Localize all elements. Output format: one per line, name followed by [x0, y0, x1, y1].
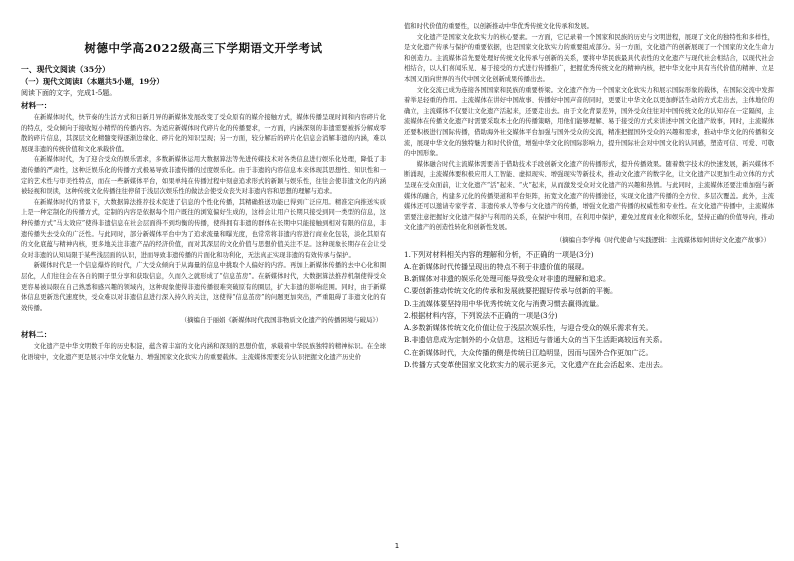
reading-instruction: 阅读下面的文字，完成1-5题。: [21, 89, 117, 97]
question-2-option-a: A.多数新媒体传统文化价值让位于浅层次娱乐性，与迎合受众的娱乐需求有关。: [404, 323, 653, 333]
question-1-option-a: A.在新媒体时代传播呈现出的特点不利于非遗价值的展现。: [404, 262, 589, 272]
material1-label: 材料一：: [21, 101, 52, 110]
page-number: 1: [394, 542, 400, 550]
subsection-heading: （一）现代文阅读Ⅰ（本题共5小题，19分）: [21, 77, 164, 86]
question-1-option-c: C.要创新推动传统文化的传承和发展就要把握好传承与创新的平衡。: [404, 286, 618, 296]
material1-source: （摘编自于丽娟《新媒体时代我国非物质文化遗产的传播困境与破局》）: [180, 316, 382, 325]
material2-source: （摘编自李学梅《时代使命与实践逻辑：主流媒体如何讲好文化遗产故事》）: [555, 235, 770, 244]
question-1: 1.下列对材料相关内容的理解和分析，不正确的一项是(3分): [404, 249, 594, 259]
material1-paragraph: 新媒体时代是一个信息爆炸的时代，广大受众倾向于从海量的信息中挑取个人偏好的内容。再加上新媒体传播的去中心化和圈层化，人们往往会在各自的圈子里分享和获取信息，久而久之就形成了“信息茧房”。在新媒体时代，大数据算法推荐机制使得受众更容易被局限在自己熟悉和感兴趣的领域内，这种现象使得非遗传播很难突破原有的圈层，扩大非遗的影响范围。同时，由于新媒体信息更新迭代速度快，受众难以对非遗信息进行深入持久的关注，这使得“信息茧房”的问题更加突出，严重阻碍了非遗文化的有效传播。: [21, 262, 386, 312]
question-2: 2.根据材料内容，下列说法不正确的一项是(3分): [404, 310, 558, 320]
right-column: [404, 0, 774, 561]
material2-continuation: 值和时代价值的重要性，以创新推动中华优秀传统文化传承和发展。: [404, 23, 593, 30]
material1-paragraph: 在新媒体时代，为了迎合受众的娱乐需求，多数新媒体运用大数据算法等先进传媒技术对各类信息进行娱乐化处理，降低了非遗传播的严肃性，这种泛娱乐化的传播方式极易导致非遗传播的过度娱乐化。由于非遗的内容信息本来体现其思想性、知识性和一定的艺术性与审美性特点，而在一些新媒体平台，如果单纯在传播过程中刻意追求形式的新颖与娱乐性，往往会使非遗文化的内涵被轻视和误读，这种传统文化传播往往停留于浅层次娱乐性的做法会使受众丧失对非遗内容和思想的理解与追求。: [21, 156, 386, 196]
question-2-option-b: B.非遗信息成为定制外的小众信息，这相近与普通大众的当下生活距离较远有关系。: [404, 335, 667, 345]
material1-paragraph: 在新媒体时代的背景下，大数据算法推荐技术促进了信息的个性化传播，其精确推送功能已得到广泛应用。精准定向推送实质上是一种定制化的传播方式，定制的内容是依据每个用户既往的浏览偏好生成的，这样会让用户长期只接受到同一类型的信息，这种传播方式“马太效应”使得非遗信息在社会层面得不到均衡的传播，使得拥有非遗的群体在长期中只能接触到相对有限的信息，非遗传播失去受众的广泛性。与此同时，部分新媒体平台中为了追求流量和曝光度，也常常将非遗内容进行商业化包装，淡化其原有的文化底蕴与精神内核，更多地关注非遗产品的经济价值，而对其深层的文化价值与思想价值关注不足。这种现象长期存在会让受众对非遗的认知局限于某些浅层面的认识，进而导致非遗传播的片面化和功利化，无法真正实现非遗的有效传承与保护。: [21, 198, 386, 259]
exam-title: 树德中学高2022级高三下学期语文开学考试: [84, 41, 323, 55]
material2-label: 材料二：: [21, 330, 52, 340]
question-1-option-d: D.主流媒体要坚持用中华优秀传统文化与消费习惯去赢得流量。: [404, 298, 604, 308]
material2-paragraph: 文化交流已成为连接各国国家和民族的重要桥梁。文化遗产作为一个国家文化软实力和展示国际形象的载体，在国际交流中发挥着举足轻重的作用。主流媒体在讲好中国故事、传播好中国声音的同时，更要让中华文化以更加鲜活生动的方式走出去，主体地位的确立，主流媒体不仅要让文化遗产活起来，还要走出去。由于文化背景差异，国外受众往往对中国传统文化的认知存在一定隔阂，主流媒体在传播文化遗产时需要采取本土化的传播策略，用他们能够理解、易于接受的方式来讲述中国文化遗产故事，同时，主流媒体还要积极进行国际传播，借助海外社交媒体平台加强与国外受众的交流，精准把握国外受众的兴趣和需求，推动中华文化的传播和交流，展现中华文化的独特魅力和时代价值，增强中华文化的国际影响力，提升国际社会对中国文化的认同感，塑造可信、可爱、可敬的中国形象。: [404, 86, 774, 158]
material2-paragraph: 文化遗产是中华文明数千年的历史积淀，蕴含着丰富的文化内涵和深刻的思想价值，承载着中华民族独特的精神标识。在全球化语境中，文化遗产更是展示中华文化魅力、增强国家文化软实力的重要载体。主流媒体需要充分认识把握文化遗产历史价: [21, 343, 386, 361]
material2-paragraph: 文化遗产是国家文化软实力的核心要素。一方面，它记录着一个国家和民族的历史与文明进程，展现了文化的独特性和多样性，是文化遗产传承与保护的重要依据，也是国家文化软实力的重要组成部分。另一方面，文化遗产的创新展现了一个国家的文化生命力和创造力。主流媒体首先要处理好传统文化传承与创新的关系，要将中华民族最具代表性的文化遗产与现代社会相结合，以现代社会相结合，以人们喜闻乐见、易于接受的方式进行传播推广，把握优秀传统文化的精神内核，把中华文化中具有当代价值的精神、立足本国又面向世界的当代中国文化创新成果传播出去。: [404, 33, 774, 83]
question-1-option-b: B.新媒体对非遗的娱乐化处理可能导致受众对非遗的理解和追求。: [404, 274, 611, 284]
question-2-option-d: D.传播方式变革使国家文化软实力的展示更多元，文化遗产在此会活起来、走出去。: [404, 359, 668, 369]
section-heading: 一、现代文阅读（35分）: [21, 65, 110, 74]
left-column: [21, 0, 386, 561]
material1-paragraph: 在新媒体时代，快节奏的生活方式和日新月异的新媒体发展改变了受众原有的媒介接触方式，媒体传播呈现时间和内容碎片化的特点，受众倾向于接收短小精悍的传播内容。为适应新媒体时代碎片化的传播要求，一方面，内涵深刻的非遗需要被拆分解成零散的碎片信息，其深层文化精髓变得逐渐边缘化、碎片化的知识呈现；另一方面，较分解后的碎片化信息会消解非遗的内涵，难以展现非遗的传统价值和文化承载价值。: [21, 114, 386, 153]
question-2-option-c: C.在新媒体时代，大众传播的侧是传统日江趋明显，因而与国外合作更加广泛。: [404, 347, 653, 357]
material2-paragraph: 媒体融合时代主流媒体需要善于借助技术手段创新文化遗产的传播形式，提升传播效果。随着数字技术的快速发展，新兴媒体不断涌现，主流媒体要积极应用人工智能、虚拟现实、增强现实等新技术，推动文化遗产的数字化，让文化遗产以更加生动立体的方式呈现在受众面前，让文化遗产“活”起来、“火”起来，从而激发受众对文化遗产的兴趣和热情。与此同时，主流媒体还要注重加强与新媒体的融合，构建多元化的传播渠道和平台矩阵，拓宽文化遗产的传播途径，实现文化遗产传播的全方位、多层次覆盖。此外，主流媒体还可以邀请专家学者、非遗传承人等参与文化遗产的传播，增强文化遗产传播的权威性和专业性。在文化遗产传播中，主流媒体需要注意把握好文化遗产保护与利用的关系，在保护中利用，在利用中保护，避免过度商业化和娱乐化，坚持正确的价值导向，推动文化遗产的创造性转化和创新性发展。: [404, 160, 774, 232]
